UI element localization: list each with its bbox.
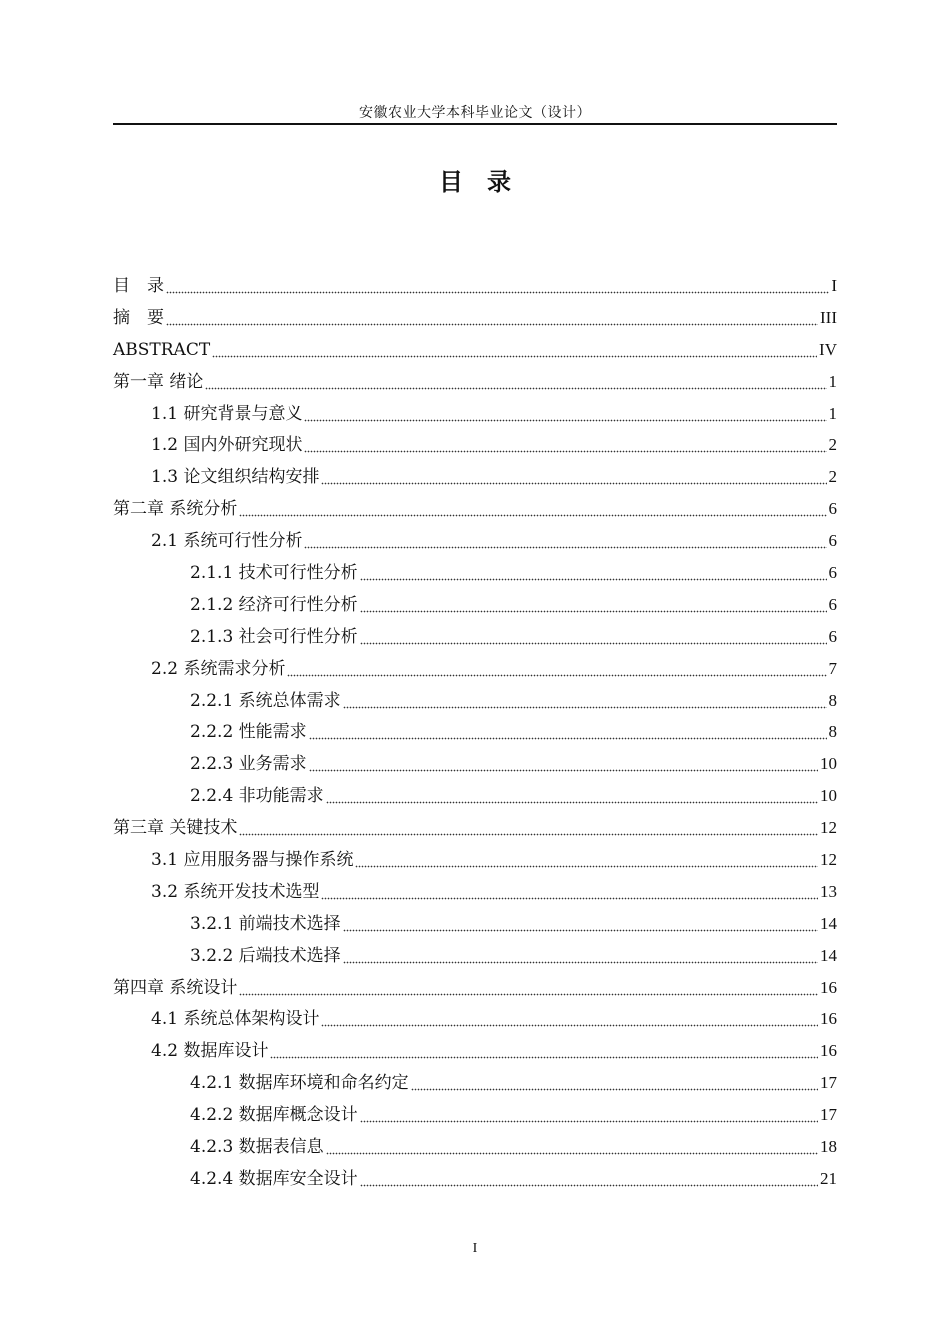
toc-dot-leader xyxy=(309,716,827,748)
toc-entry-label: 3.2.2 后端技术选择 xyxy=(190,945,341,966)
toc-entry-page: 7 xyxy=(828,658,837,678)
toc-entry[interactable] xyxy=(113,908,837,940)
toc-dot-leader xyxy=(212,334,817,366)
toc-entry-page: 6 xyxy=(828,626,837,646)
toc-dot-leader xyxy=(343,685,827,717)
toc-entry-label: 第三章 关键技术 xyxy=(113,818,238,839)
toc-dot-leader xyxy=(304,525,826,557)
toc-dot-leader xyxy=(321,1003,818,1035)
toc-dot-leader xyxy=(360,589,827,621)
toc-dot-leader xyxy=(360,1099,818,1131)
toc-entry-label: 4.2.1 数据库环境和命名约定 xyxy=(190,1073,409,1094)
toc-entry-label: 3.2.1 前端技术选择 xyxy=(190,913,341,934)
toc-entry-label: 2.1.2 经济可行性分析 xyxy=(190,594,358,615)
toc-dot-leader xyxy=(343,940,818,972)
toc-entry[interactable] xyxy=(113,557,837,589)
toc-entry[interactable] xyxy=(113,780,837,812)
toc-entry[interactable] xyxy=(113,334,837,366)
toc-dot-leader xyxy=(326,1131,818,1163)
toc-entry[interactable] xyxy=(113,302,837,334)
toc-entry-label: 4.2.2 数据库概念设计 xyxy=(190,1105,358,1126)
toc-entry-page: 16 xyxy=(820,1041,837,1061)
toc-entry-label: 4.2 数据库设计 xyxy=(151,1041,269,1062)
toc-entry-label: 4.2.3 数据表信息 xyxy=(190,1137,324,1158)
toc-entry-page: 12 xyxy=(820,818,837,838)
toc-entry-label: 1.2 国内外研究现状 xyxy=(151,435,303,456)
toc-dot-leader xyxy=(239,972,818,1004)
toc-entry-page: I xyxy=(831,276,837,295)
toc-entry[interactable] xyxy=(113,972,837,1004)
toc-entry-page: 6 xyxy=(828,531,837,551)
toc-entry-label: 第一章 绪论 xyxy=(113,371,204,392)
toc-entry-label: 1.1 研究背景与意义 xyxy=(151,403,303,424)
toc-dot-leader xyxy=(326,780,818,812)
toc-entry-label: 2.2.2 性能需求 xyxy=(190,722,307,743)
toc-entry-page: 2 xyxy=(828,467,837,487)
table-of-contents xyxy=(113,270,837,1195)
toc-dot-leader xyxy=(239,812,818,844)
toc-dot-leader xyxy=(239,493,826,525)
toc-entry-page: 8 xyxy=(828,690,837,710)
toc-entry-label: 2.1 系统可行性分析 xyxy=(151,531,303,552)
toc-entry-label: 1.3 论文组织结构安排 xyxy=(151,467,320,488)
toc-entry-page: 14 xyxy=(820,913,837,933)
toc-dot-leader xyxy=(411,1067,818,1099)
toc-entry-page: 13 xyxy=(820,881,837,901)
toc-entry[interactable] xyxy=(113,716,837,748)
toc-dot-leader xyxy=(355,844,818,876)
toc-entry[interactable] xyxy=(113,270,837,302)
toc-entry-page: 17 xyxy=(820,1073,837,1093)
toc-entry[interactable] xyxy=(113,398,837,430)
toc-entry[interactable] xyxy=(113,525,837,557)
toc-entry-page: 18 xyxy=(820,1137,837,1157)
toc-entry[interactable] xyxy=(113,940,837,972)
toc-entry[interactable] xyxy=(113,844,837,876)
toc-entry[interactable] xyxy=(113,1131,837,1163)
toc-entry-label: 摘 要 xyxy=(113,307,164,328)
toc-dot-leader xyxy=(321,461,826,493)
toc-entry-label: 目 录 xyxy=(113,276,164,296)
toc-entry-label: 4.1 系统总体架构设计 xyxy=(151,1009,320,1030)
toc-entry[interactable] xyxy=(113,685,837,717)
toc-dot-leader xyxy=(166,302,818,334)
toc-entry-page: 6 xyxy=(828,563,837,583)
toc-entry-label: ABSTRACT xyxy=(113,339,211,360)
toc-entry-label: 第四章 系统设计 xyxy=(113,977,238,998)
toc-entry-label: 3.1 应用服务器与操作系统 xyxy=(151,850,354,871)
toc-entry[interactable] xyxy=(113,748,837,780)
toc-entry-label: 2.2 系统需求分析 xyxy=(151,658,286,679)
toc-entry-page: 8 xyxy=(828,722,837,742)
toc-entry[interactable] xyxy=(113,1067,837,1099)
toc-entry[interactable] xyxy=(113,876,837,908)
toc-dot-leader xyxy=(309,748,818,780)
header-rule xyxy=(113,123,837,125)
toc-entry[interactable] xyxy=(113,653,837,685)
page-number: I xyxy=(472,1241,478,1256)
toc-entry[interactable] xyxy=(113,493,837,525)
toc-dot-leader xyxy=(321,876,818,908)
toc-entry-page: 1 xyxy=(828,371,837,391)
toc-entry-page: 12 xyxy=(820,850,837,870)
toc-dot-leader xyxy=(360,1163,818,1195)
toc-entry-label: 2.1.3 社会可行性分析 xyxy=(190,626,358,647)
toc-dot-leader xyxy=(360,621,827,653)
toc-dot-leader xyxy=(270,1035,818,1067)
toc-entry-page: 16 xyxy=(820,977,837,997)
toc-entry[interactable] xyxy=(113,621,837,653)
toc-entry-page: 21 xyxy=(820,1168,837,1188)
toc-dot-leader xyxy=(343,908,818,940)
toc-entry-label: 3.2 系统开发技术选型 xyxy=(151,881,320,902)
toc-dot-leader xyxy=(304,398,826,430)
toc-entry-label: 2.2.1 系统总体需求 xyxy=(190,690,341,711)
toc-entry-page: 16 xyxy=(820,1009,837,1029)
toc-entry-page: IV xyxy=(819,339,837,359)
toc-entry[interactable] xyxy=(113,1163,837,1195)
toc-entry[interactable] xyxy=(113,1035,837,1067)
toc-entry-page: 14 xyxy=(820,945,837,965)
toc-entry-label: 第二章 系统分析 xyxy=(113,499,238,520)
toc-entry-page: 6 xyxy=(828,499,837,519)
toc-entry[interactable] xyxy=(113,461,837,493)
toc-entry-page: 2 xyxy=(828,435,837,455)
toc-entry-label: 2.1.1 技术可行性分析 xyxy=(190,563,358,584)
toc-entry[interactable] xyxy=(113,589,837,621)
toc-entry-page: 1 xyxy=(828,403,837,423)
toc-entry-label: 4.2.4 数据库安全设计 xyxy=(190,1168,358,1189)
toc-dot-leader xyxy=(205,366,826,398)
toc-entry-label: 2.2.3 业务需求 xyxy=(190,754,307,775)
toc-entry-page: 6 xyxy=(828,594,837,614)
toc-entry-page: 17 xyxy=(820,1105,837,1125)
toc-dot-leader xyxy=(304,429,826,461)
toc-entry-page: 10 xyxy=(820,786,837,806)
toc-entry[interactable] xyxy=(113,812,837,844)
toc-entry-page: 10 xyxy=(820,754,837,774)
toc-dot-leader xyxy=(166,270,829,302)
toc-dot-leader xyxy=(287,653,826,685)
running-header: 安徽农业大学本科毕业论文（设计） xyxy=(359,105,591,121)
toc-entry[interactable] xyxy=(113,366,837,398)
toc-entry[interactable] xyxy=(113,429,837,461)
toc-entry-page: III xyxy=(820,307,837,327)
toc-dot-leader xyxy=(360,557,827,589)
toc-entry[interactable] xyxy=(113,1099,837,1131)
toc-entry[interactable] xyxy=(113,1003,837,1035)
toc-entry-label: 2.2.4 非功能需求 xyxy=(190,786,324,807)
page-title: 目录 xyxy=(439,168,535,196)
